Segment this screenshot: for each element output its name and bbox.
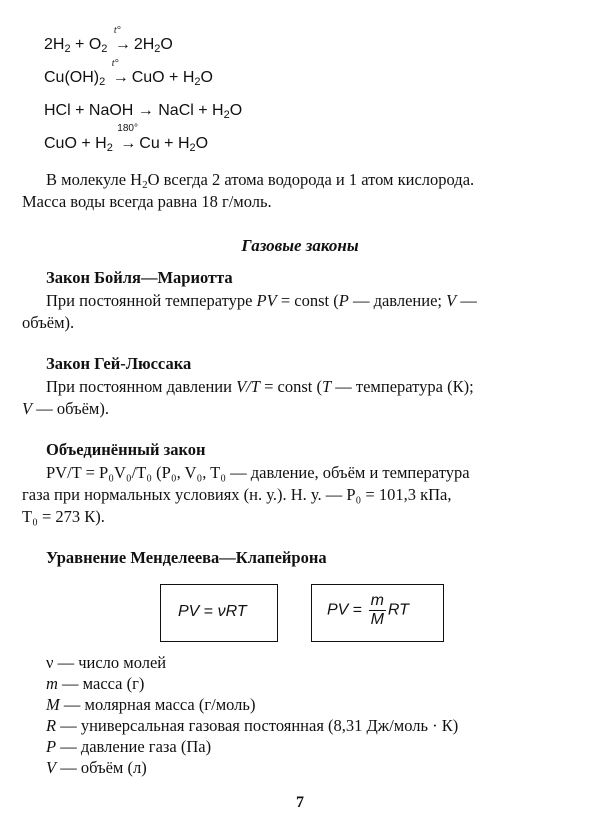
eq4-part: Cu + H (139, 135, 190, 152)
section-title: Газовые законы (241, 236, 359, 255)
equation-hydrogen-oxygen (44, 25, 173, 55)
gaylussac-text: = const ( (259, 377, 322, 396)
water-note-text: В молекуле H (46, 170, 143, 189)
gaylussac-var: V (22, 399, 33, 418)
gaylussac-text: — температура (К); (331, 377, 474, 396)
legend-item (46, 757, 147, 778)
legend-desc: — молярная масса (г/моль) (59, 695, 256, 714)
eq2-part: O (200, 69, 213, 86)
formula-part: = (348, 601, 367, 619)
formula-mass (327, 592, 409, 629)
gaylussac-var: V/T (236, 377, 260, 396)
gay-lussac-law-title: Закон Гей-Люссака (46, 354, 192, 373)
water-note-text: O всегда 2 атома водорода и 1 атом кислорода. (147, 170, 475, 189)
gaylussac-var: T (321, 377, 332, 396)
formula-part: RT (387, 601, 409, 619)
eq4-sub: 2 (189, 142, 196, 154)
legend-desc: — универсальная газовая постоянная (8,31 Дж/моль · К) (56, 716, 459, 735)
reaction-arrow: 180° → (117, 123, 138, 152)
fraction (369, 592, 386, 629)
legend-desc: — объём (л) (56, 758, 147, 777)
legend-symbol: M (46, 695, 60, 714)
legend-symbol: V (46, 758, 57, 777)
reaction-condition: t° (111, 58, 119, 69)
page-number: 7 (296, 794, 304, 811)
boyle-law-title: Закон Бойля—Мариотта (46, 268, 233, 287)
reaction-arrow: → (137, 102, 154, 119)
boyle-text: объём). (22, 313, 75, 332)
formula-moles (178, 603, 247, 621)
eq4-sub: 2 (106, 142, 113, 154)
reaction-condition: t° (113, 25, 121, 36)
legend-desc: — число молей (53, 653, 167, 672)
boyle-var: PV (256, 291, 277, 310)
gaylussac-text: — объём). (32, 399, 109, 418)
formula-part: PV (327, 601, 349, 619)
combined-law-title: Объединённый закон (46, 440, 206, 459)
boyle-law-text (22, 290, 578, 334)
legend-desc: — давление газа (Па) (56, 737, 212, 756)
formula-part: νRT (217, 603, 247, 620)
boyle-text: = const ( (276, 291, 339, 310)
boyle-text: — (456, 291, 477, 310)
eq4-part: O (195, 135, 209, 152)
legend-item (46, 673, 144, 694)
eq1-part: O (160, 36, 173, 53)
formula-part: PV (178, 603, 200, 620)
eq1-sub: 2 (64, 43, 71, 55)
eq3-part: NaCl + H (153, 102, 224, 119)
legend-item (46, 736, 211, 757)
eq2-sub: 2 (194, 76, 201, 88)
legend-symbol: P (46, 737, 57, 756)
eq4-part: CuO + H (44, 135, 107, 152)
equation-copper-reduction (44, 123, 209, 154)
eq3-part: HCl + NaOH (44, 102, 138, 119)
boyle-text: — давление; (348, 291, 447, 310)
fraction-numerator: m (370, 592, 384, 609)
equation-copper-hydroxide (44, 58, 213, 88)
boyle-var: P (338, 291, 349, 310)
legend-item (46, 694, 255, 715)
eq1-sub: 2 (154, 43, 161, 55)
legend-symbol: R (46, 716, 57, 735)
water-note-line2: Масса воды всегда равна 18 г/моль. (22, 192, 272, 211)
combined-law-text (22, 462, 578, 528)
mendeleev-title: Уравнение Менделеева—Клапейрона (46, 548, 327, 567)
gay-lussac-law-text (22, 376, 578, 420)
combined-line: PV/T = P₀V₀/T₀ (P₀, V₀, T₀ — давление, объём и температура (46, 463, 470, 482)
eq3-part: O (229, 102, 243, 119)
legend-item (46, 652, 166, 673)
eq1-sub: 2 (101, 43, 108, 55)
boyle-text: При постоянной температуре (46, 291, 257, 310)
reaction-arrow: t° → (113, 25, 131, 53)
eq2-part: Cu(OH) (44, 69, 100, 86)
reaction-condition: 180° (117, 123, 138, 134)
equation-neutralization (44, 102, 242, 120)
boyle-var: V (446, 291, 457, 310)
combined-line: T₀ = 273 К). (22, 507, 105, 526)
eq2-part: CuO + H (131, 69, 195, 86)
formula-part: = (199, 603, 218, 620)
eq1-part: + O (70, 36, 102, 53)
eq1-part: 2H (133, 36, 155, 53)
legend-desc: — масса (г) (57, 674, 145, 693)
eq1-part: 2H (44, 36, 65, 53)
reaction-arrow: t° → (111, 58, 129, 86)
legend-symbol: m (46, 674, 58, 693)
water-note-sub: 2 (142, 179, 148, 191)
legend-item (46, 715, 458, 736)
combined-line: газа при нормальных условиях (н. у.). Н. у. — P₀ = 101,3 кПа, (22, 485, 452, 504)
fraction-denominator: M (370, 611, 384, 628)
eq2-sub: 2 (99, 76, 106, 88)
water-note (22, 169, 578, 213)
gaylussac-text: При постоянном давлении (46, 377, 237, 396)
legend-symbol: ν (46, 653, 54, 672)
eq3-sub: 2 (223, 109, 230, 121)
